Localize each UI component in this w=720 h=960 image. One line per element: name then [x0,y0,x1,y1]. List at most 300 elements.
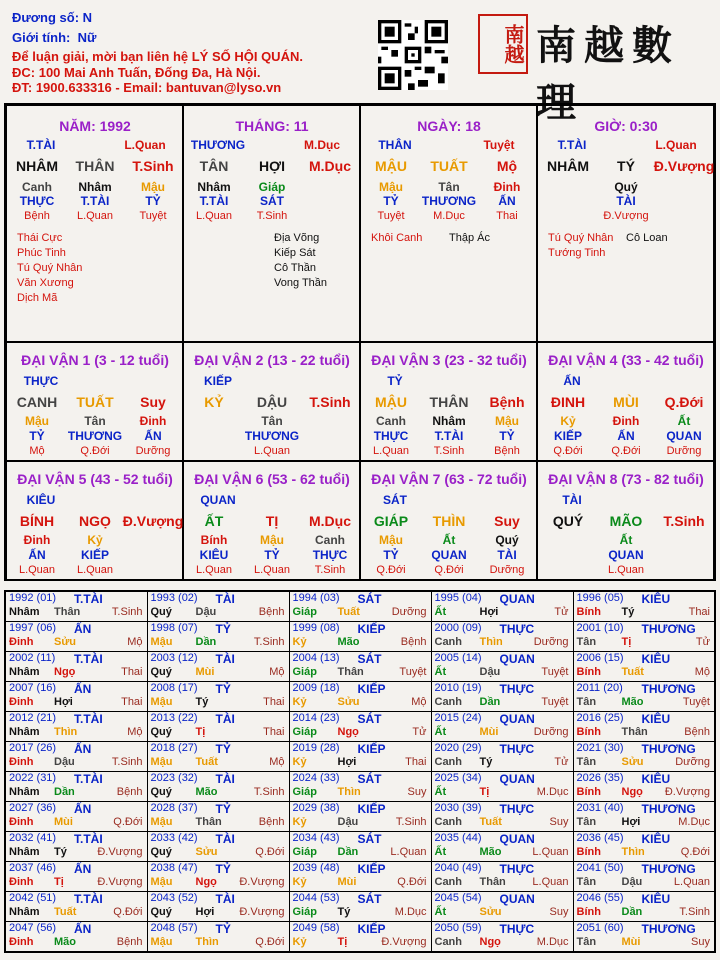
hidden-stage: T.Sinh [433,445,465,457]
bazi-chart-grid [4,103,716,581]
hidden-stem: Mậu [25,414,49,428]
year-cell [289,621,431,651]
year-god: KIÊU [641,832,671,847]
hidden-stem: Mậu [495,414,519,428]
year-stage: Mộ [269,665,285,678]
year-stem: Kỷ [292,635,307,648]
year-god: TÀI [215,771,235,786]
hidden-god: KIẾP [80,548,110,562]
year-stage: T.Sinh [111,606,143,618]
hidden-god: THỰC [373,429,409,443]
year-stem: Ất [434,906,447,919]
hidden-stage: Dưỡng [666,445,702,457]
pillar-title: NGÀY: 18 [417,118,481,134]
table-row [5,771,715,801]
heavenly-stage: Tuyệt [483,138,515,152]
year-stem: Mậu [150,695,173,708]
year-stem: Tân [576,695,597,708]
year-stage: L.Quan [390,846,427,859]
year-branch: Tị [479,785,490,798]
hidden-god: T.TÀI [80,194,110,208]
year-stem: Kỷ [292,695,307,708]
year-cell [289,832,431,862]
branch-stage: Mộ [496,158,518,174]
year-label: 2035 (44) [434,832,482,845]
hidden-stem: Nhâm [78,180,112,194]
year-cell [147,922,289,952]
year-god: THƯƠNG [641,922,696,937]
heavenly-stage: L.Quan [124,138,166,152]
gioi-tinh-value: Nữ [77,30,97,45]
year-god: KIẾP [357,741,386,756]
seal-stamp [478,14,528,74]
table-row [5,651,715,681]
year-stage: L.Quan [532,876,569,889]
year-stage: Thai [405,755,427,768]
hidden-stem: Mậu [379,533,403,547]
year-stage: M.Dục [394,906,427,919]
year-god: KIÊU [641,651,671,666]
year-branch: Tý [479,755,493,768]
dai-van-cell [360,342,537,461]
hidden-god: ẤN [617,429,635,443]
dai-van-god: KIẾP [203,374,233,388]
year-god: QUAN [499,651,535,666]
year-branch: Dậu [195,606,217,618]
year-god: T.TÀI [74,592,103,606]
year-stage: M.Dục [536,936,569,949]
year-god: T.TÀI [74,832,103,847]
year-stem: Nhâm [9,785,40,798]
year-stage: Thai [121,665,143,678]
year-stage: Bệnh [116,785,143,798]
year-label: 2049 (58) [292,922,340,935]
year-stage: Dưỡng [391,606,427,618]
year-stage: Tử [554,606,569,618]
dai-van-cell [6,461,183,580]
year-label: 2044 (53) [292,892,340,905]
year-stage: Đ.Vượng [239,876,285,889]
year-label: 2038 (47) [150,862,198,875]
pillar-cell [183,105,360,342]
year-branch: Hợi [195,906,215,919]
year-stem: Canh [434,635,462,648]
year-cell [431,771,573,801]
year-label: 2021 (30) [576,741,624,754]
hidden-god: THƯƠNG [67,429,123,443]
year-stage: Bệnh [258,606,285,618]
year-god: THƯƠNG [641,681,696,696]
year-stage: Mộ [411,695,427,708]
year-cell [431,651,573,681]
star: Cô Loan [626,232,668,244]
heavenly-stage: M.Dục [304,138,340,152]
year-label: 2048 (57) [150,922,198,935]
year-stem: Bính [576,906,601,919]
hidden-god: TỶ [499,429,515,443]
year-branch: Thân [479,876,506,889]
stem-branch: BÍNH [19,513,55,529]
year-branch: Mùi [479,725,499,738]
year-branch: Tuất [195,755,218,768]
year-branch: Hợi [621,816,641,829]
dai-van-title: ĐẠI VẬN 2 (13 - 22 tuổi) [194,352,350,368]
year-label: 2029 (38) [292,802,340,815]
year-god: THỰC [499,802,535,817]
hidden-stem: Đinh [493,180,521,194]
year-stem: Tân [576,876,597,889]
dai-van-cell [360,461,537,580]
year-branch: Mão [479,846,502,859]
year-stage: Mộ [127,635,143,648]
year-god: QUAN [499,711,535,726]
dai-van-title: ĐẠI VẬN 6 (53 - 62 tuổi) [194,471,350,487]
year-label: 1999 (08) [292,621,340,634]
year-god: THƯƠNG [641,741,696,756]
year-label: 2040 (49) [434,862,482,875]
year-cell [5,681,147,711]
year-stage: Tử [695,635,710,648]
year-stem: Mậu [150,876,173,889]
branch-stage: Q.Đới [664,394,704,410]
year-stage: Q.Đới [113,906,143,919]
star: Phúc Tinh [17,247,66,259]
year-branch: Tý [195,695,209,708]
table-row [5,621,715,651]
year-label: 1994 (03) [292,592,340,604]
year-stem: Bính [576,785,601,798]
year-label: 2010 (19) [434,681,482,694]
year-cell [5,922,147,952]
year-label: 1995 (04) [434,592,482,604]
hidden-stage: L.Quan [607,564,645,576]
branch-stage: T.Sinh [309,394,351,410]
year-label: 2017 (26) [9,741,57,754]
year-stage: T.Sinh [679,906,710,919]
year-cell [147,802,289,832]
year-stage: Mộ [127,725,143,738]
year-label: 2022 (31) [9,771,57,784]
year-cell [5,711,147,741]
stem-branch: THÂN [75,158,115,174]
year-cell [5,802,147,832]
stem-branch: THÂN [429,394,469,410]
year-god: KIÊU [641,892,671,907]
year-branch: Mùi [621,936,641,949]
hidden-stem: Tân [84,414,106,428]
hidden-stage: L.Quan [195,564,233,576]
year-branch: Dần [195,635,217,648]
year-stage: Đ.Vượng [239,906,285,919]
year-stem: Canh [434,695,462,708]
year-stem: Ất [434,665,447,678]
year-branch: Mùi [54,816,73,829]
year-label: 2023 (32) [150,771,198,784]
year-branch: Tuất [621,665,644,678]
year-stem: Mậu [150,936,173,949]
year-label: 2037 (46) [9,862,57,875]
year-label: 1996 (05) [576,592,624,604]
pillar-cell [6,105,183,342]
stem-branch: TUẤT [430,158,468,174]
year-stem: Kỷ [292,936,307,949]
hidden-stage: Bệnh [24,210,50,222]
year-table [4,590,716,953]
dai-van-god: TỶ [387,374,403,388]
star: Vong Thần [274,277,328,289]
year-stage: Q.Đới [680,846,710,859]
hidden-stage: L.Quan [18,564,56,576]
year-branch: Tý [54,846,67,859]
year-god: THƯƠNG [641,621,696,636]
year-stem: Ất [434,725,447,738]
seal-text: 南越 [501,24,525,64]
stem-branch: MẬU [375,394,407,410]
hidden-god: ẤN [498,194,516,208]
year-cell [147,741,289,771]
year-stem: Nhâm [9,606,40,618]
dai-van-cell [183,342,360,461]
year-stage: Q.Đới [397,876,427,889]
year-label: 2043 (52) [150,892,198,905]
year-branch: Ngọ [195,876,217,889]
year-stage: Tử [412,725,427,738]
hidden-god: KIẾP [553,429,583,443]
year-stage: Suy [407,785,427,798]
stem-branch: GIÁP [373,513,409,529]
year-label: 2019 (28) [292,741,340,754]
year-god: KIÊU [641,592,671,606]
year-stage: Thai [263,695,285,708]
year-god: KIẾP [357,681,386,696]
pillar-title: GIỜ: 0:30 [594,118,658,134]
year-branch: Sửu [621,755,644,768]
year-god: ẤN [74,681,92,696]
dai-van-title: ĐẠI VẬN 4 (33 - 42 tuổi) [548,352,704,368]
phone-line[interactable]: ĐT: 1900.633316 - Email: bantuvan@lyso.vn [12,80,282,95]
hidden-stem: Canh [376,414,406,428]
table-row [5,741,715,771]
year-label: 2008 (17) [150,681,198,694]
hidden-god: QUAN [608,548,644,562]
year-branch: Thìn [621,846,645,859]
year-god: THỰC [499,862,535,877]
year-cell [431,681,573,711]
year-god: KIÊU [641,711,671,726]
year-branch: Mùi [337,876,357,889]
year-stem: Mậu [150,816,173,829]
hidden-stage: M.Dục [433,210,465,222]
year-stem: Đinh [9,936,34,949]
year-cell [5,892,147,922]
year-branch: Dậu [479,665,501,678]
year-cell [147,832,289,862]
gioi-tinh-line [12,30,96,46]
year-god: THƯƠNG [641,862,696,877]
branch-stage: T.Sinh [663,513,705,529]
stem-branch: ĐINH [550,394,586,410]
year-cell [147,651,289,681]
gioi-tinh-label: Giới tính: [12,30,71,45]
year-stage: Mộ [269,755,285,768]
hidden-stem: Kỷ [560,414,576,428]
year-branch: Dậu [337,816,359,829]
year-god: TỶ [215,862,231,877]
hidden-stem: Nhâm [197,180,231,194]
year-stem: Quý [150,785,172,798]
year-god: THỰC [499,681,535,696]
year-branch: Mão [54,936,76,949]
year-label: 2026 (35) [576,771,624,784]
year-cell [431,621,573,651]
stem-branch: NHÂM [547,158,589,174]
dai-van-title: ĐẠI VẬN 8 (73 - 82 tuổi) [548,471,704,487]
year-cell [573,802,715,832]
hidden-stem: Quý [614,180,638,194]
heavenly-stage: L.Quan [655,138,697,152]
stem-branch: TÝ [617,158,635,174]
star: Thái Cực [17,232,63,244]
stem-branch: NGỌ [79,513,111,529]
year-branch: Hợi [54,695,73,708]
year-stem: Giáp [292,906,317,919]
year-label: 2004 (13) [292,651,340,664]
year-cell [289,651,431,681]
year-label: 2020 (29) [434,741,482,754]
year-label: 2001 (10) [576,621,624,634]
dai-van-god: KIÊU [26,493,56,507]
year-stem: Tân [576,816,597,829]
year-god: QUAN [499,771,535,786]
year-stem: Đinh [9,876,34,889]
year-stage: Thai [121,695,143,708]
hidden-stage: Dưỡng [135,445,171,457]
year-cell [573,771,715,801]
year-cell [5,862,147,892]
year-branch: Dần [54,785,75,798]
year-stem: Tân [576,635,597,648]
year-stem: Bính [576,606,601,618]
year-stem: Kỷ [292,876,307,889]
table-row [5,711,715,741]
hidden-stage: T.Sinh [314,564,346,576]
year-branch: Hợi [337,755,357,768]
hidden-stage: Q.Đới [553,445,583,457]
year-god: THỰC [499,741,535,756]
year-god: KIẾP [357,862,386,877]
stem-branch: MẬU [375,158,407,174]
dai-van-god: QUAN [200,493,236,507]
year-label: 2027 (36) [9,802,57,815]
heavenly-god: THÂN [378,138,412,152]
address-line: ĐC: 100 Mai Anh Tuấn, Đống Đa, Hà Nội. [12,65,261,80]
year-stem: Nhâm [9,725,40,738]
year-stem: Mậu [150,755,173,768]
year-stage: L.Quan [532,846,569,859]
hidden-stage: Q.Đới [611,445,641,457]
year-label: 2009 (18) [292,681,340,694]
dai-van-cell [537,461,714,580]
hidden-stem: Nhâm [432,414,466,428]
dai-van-title: ĐẠI VẬN 3 (23 - 32 tuổi) [371,352,527,368]
stem-branch: TUẤT [76,394,114,410]
hidden-god: QUAN [431,548,467,562]
year-stage: Thai [688,606,710,618]
year-god: ẤN [74,621,92,636]
year-god: T.TÀI [74,711,103,726]
qr-code-icon[interactable] [378,20,448,90]
year-branch: Dậu [54,755,75,768]
year-branch: Thìn [195,936,219,949]
year-cell [431,862,573,892]
year-label: 2041 (50) [576,862,624,875]
hidden-stage: L.Quan [76,210,114,222]
year-cell [289,862,431,892]
hidden-stem: Mậu [141,180,165,194]
year-stem: Canh [434,876,462,889]
year-label: 2042 (51) [9,892,57,905]
year-cell [289,922,431,952]
year-label: 2030 (39) [434,802,482,815]
hidden-god: TỶ [383,548,399,562]
year-god: KIẾP [357,922,386,937]
hidden-god: TỶ [264,548,280,562]
year-god: KIÊU [641,771,671,786]
year-branch: Mão [337,635,360,648]
star: Cô Thần [274,262,316,274]
year-stem: Giáp [292,785,317,798]
year-god: SÁT [357,711,382,726]
year-stage: Dưỡng [533,635,569,648]
year-label: 2013 (22) [150,711,198,724]
year-branch: Tị [337,936,348,949]
hidden-stem: Canh [315,533,345,547]
year-stem: Nhâm [9,665,40,678]
year-god: ẤN [74,862,92,877]
year-stage: Bệnh [400,635,427,648]
year-branch: Thìn [337,785,361,798]
year-stem: Bính [576,846,601,859]
year-stem: Bính [576,725,601,738]
year-label: 2045 (54) [434,892,482,905]
year-stem: Giáp [292,665,317,678]
year-cell [147,591,289,621]
dai-van-cell [183,461,360,580]
year-stage: Q.Đới [255,936,285,949]
hidden-god: THỰC [19,194,55,208]
year-stage: Tuyệt [541,695,569,708]
year-god: TỶ [215,621,231,636]
hidden-stage: L.Quan [372,445,410,457]
year-branch: Sửu [479,906,502,919]
year-cell [5,651,147,681]
hidden-god: TỶ [145,194,161,208]
year-branch: Dậu [621,876,643,889]
year-cell [573,741,715,771]
year-stage: Bệnh [258,816,285,829]
hidden-stage: Dưỡng [489,564,525,576]
year-stage: T.Sinh [253,635,285,648]
star: Văn Xương [17,277,74,289]
hidden-stage: Q.Đới [80,445,110,457]
year-stem: Quý [150,846,172,859]
year-stem: Bính [576,665,601,678]
year-label: 2002 (11) [9,651,56,664]
year-stem: Ất [434,846,447,859]
contact-line: Để luận giải, mời bạn liên hệ LÝ SỐ HỘI QUÁN. [12,49,303,64]
hidden-god: TÀI [616,194,636,208]
table-row [5,802,715,832]
